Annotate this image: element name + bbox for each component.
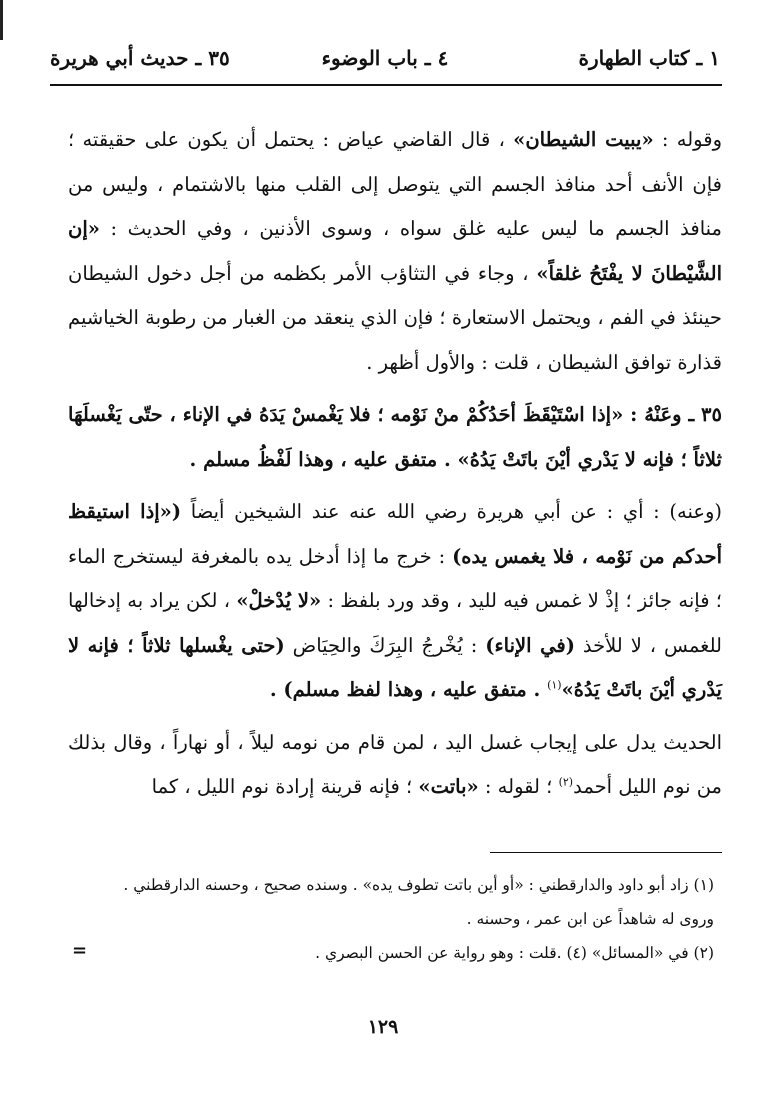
text-run: ، قال القاضي عياض : يحتمل أن يكون على حقيقته ؛ فإن الأنف أحد منافذ الجسم التي يتوصل إلى القلب منها بالاشتمام ، وليس من منافذ الجسم ما ليس عليه غلق سواه ، وسوى الأذنين ، وفي الحديث :: [68, 128, 722, 240]
footnote-continuation-mark: =: [72, 940, 88, 961]
main-text: [68, 118, 722, 810]
text-run: ، لكن يراد به إدخالها للغمس ، لا للأخذ: [68, 589, 722, 657]
header-hadith-title: ٣٥ ـ حديث أبي هريرة: [50, 46, 230, 70]
footnote-2: (٢) في «المسائل» (٤) .قلت : وهو رواية عن الحسن البصري .: [315, 944, 714, 962]
text-run: وقوله :: [653, 128, 722, 151]
footnotes: [70, 868, 714, 970]
text-run: الحديث يدل على إيجاب غسل اليد ، لمن قام من نومه ليلاً ، أو نهاراً ، وقال بذلك من نوم الليل أحمد: [68, 730, 722, 798]
text-run: : خرج ما إذا أدخل يده بالمغرفة ليستخرج الماء ؛ فإنه جائز ؛ إذْ لا غمس فيه لليد ، وقد ورد بلفظ :: [68, 544, 722, 612]
bold-run: . متفق عليه ، وهذا لفظ مسلم) .: [269, 678, 548, 701]
text-run: (وعنه) : أي : عن أبي هريرة رضي الله عنه عند الشيخين أيضاً: [181, 500, 722, 523]
paragraph-3-commentary: [68, 490, 722, 713]
bold-run: («إذا استيقظ أحدكم من نَوْمه ، فلا يغمس يده): [68, 500, 722, 568]
bold-run: «باتت»: [418, 775, 479, 798]
bold-run: «إن الشَّيْطانَ لا يفْتَحُ غلقاً»: [68, 217, 722, 285]
page-edge-mark: [0, 0, 3, 40]
paragraph-1: [68, 118, 722, 385]
header-chapter-title: ٤ ـ باب الوضوء: [321, 46, 449, 70]
bold-run: (حتى يغْسلها ثلاثاً ؛ فإنه لا يَدْري أيْنَ باتَتْ يَدُهُ»: [68, 633, 722, 701]
paragraph-2-hadith: [68, 393, 722, 482]
header-divider: [50, 84, 722, 86]
footnote-1-continued: وروى له شاهداً عن ابن عمر ، وحسنه .: [466, 910, 714, 928]
bold-run: (في الإناء): [485, 633, 575, 657]
text-run: : يُخْرجُ البِرَكَ والحِيَاض: [284, 633, 486, 657]
bold-run: «يبيت الشيطان»: [513, 128, 654, 151]
header-book-title: ١ ـ كتاب الطهارة: [578, 46, 720, 70]
page-number: ١٢٩: [367, 1016, 399, 1038]
text-run: ؛ فإنه قرينة إرادة نوم الليل ، كما: [151, 775, 419, 798]
paragraph-4: [68, 721, 722, 810]
footnote-reference: (١): [547, 678, 562, 692]
bold-run: «لا يُدْخلْ»: [236, 589, 322, 612]
running-header: [50, 42, 720, 82]
text-run: ، وجاء في التثاؤب الأمر بكظمه من أجل دخول الشيطان حينئذ في الفم ، ويحتمل الاستعارة ؛ فإن الذي ينعقد من الغبار من رطوبة الخياشيم قذارة توافق الشيطان ، قلت : والأول أظهر .: [68, 261, 722, 374]
footnote-1: (١) زاد أبو داود والدارقطني : «أو أين باتت تطوف يده» . وسنده صحيح ، وحسنه الدارقطني .: [123, 876, 714, 894]
footnote-divider: [490, 852, 722, 853]
bold-run: ٣٥ ـ وعَنْهُ : «إذا اسْتَيْقَظَ أحَدُكُمْ منْ نَوْمه ؛ فلا يَغْمسْ يَدَهُ في الإناء ، حتّى يَغْسلَهَا ثلاثاً ؛ فإنه لا يَدْري أيْنَ باتَتْ يَدُهُ» . متفق عليه ، وهذا لَفْظُ مسلم .: [68, 403, 722, 471]
footnote-reference: (٢): [558, 775, 574, 789]
text-run: ؛ لقوله :: [478, 775, 559, 798]
